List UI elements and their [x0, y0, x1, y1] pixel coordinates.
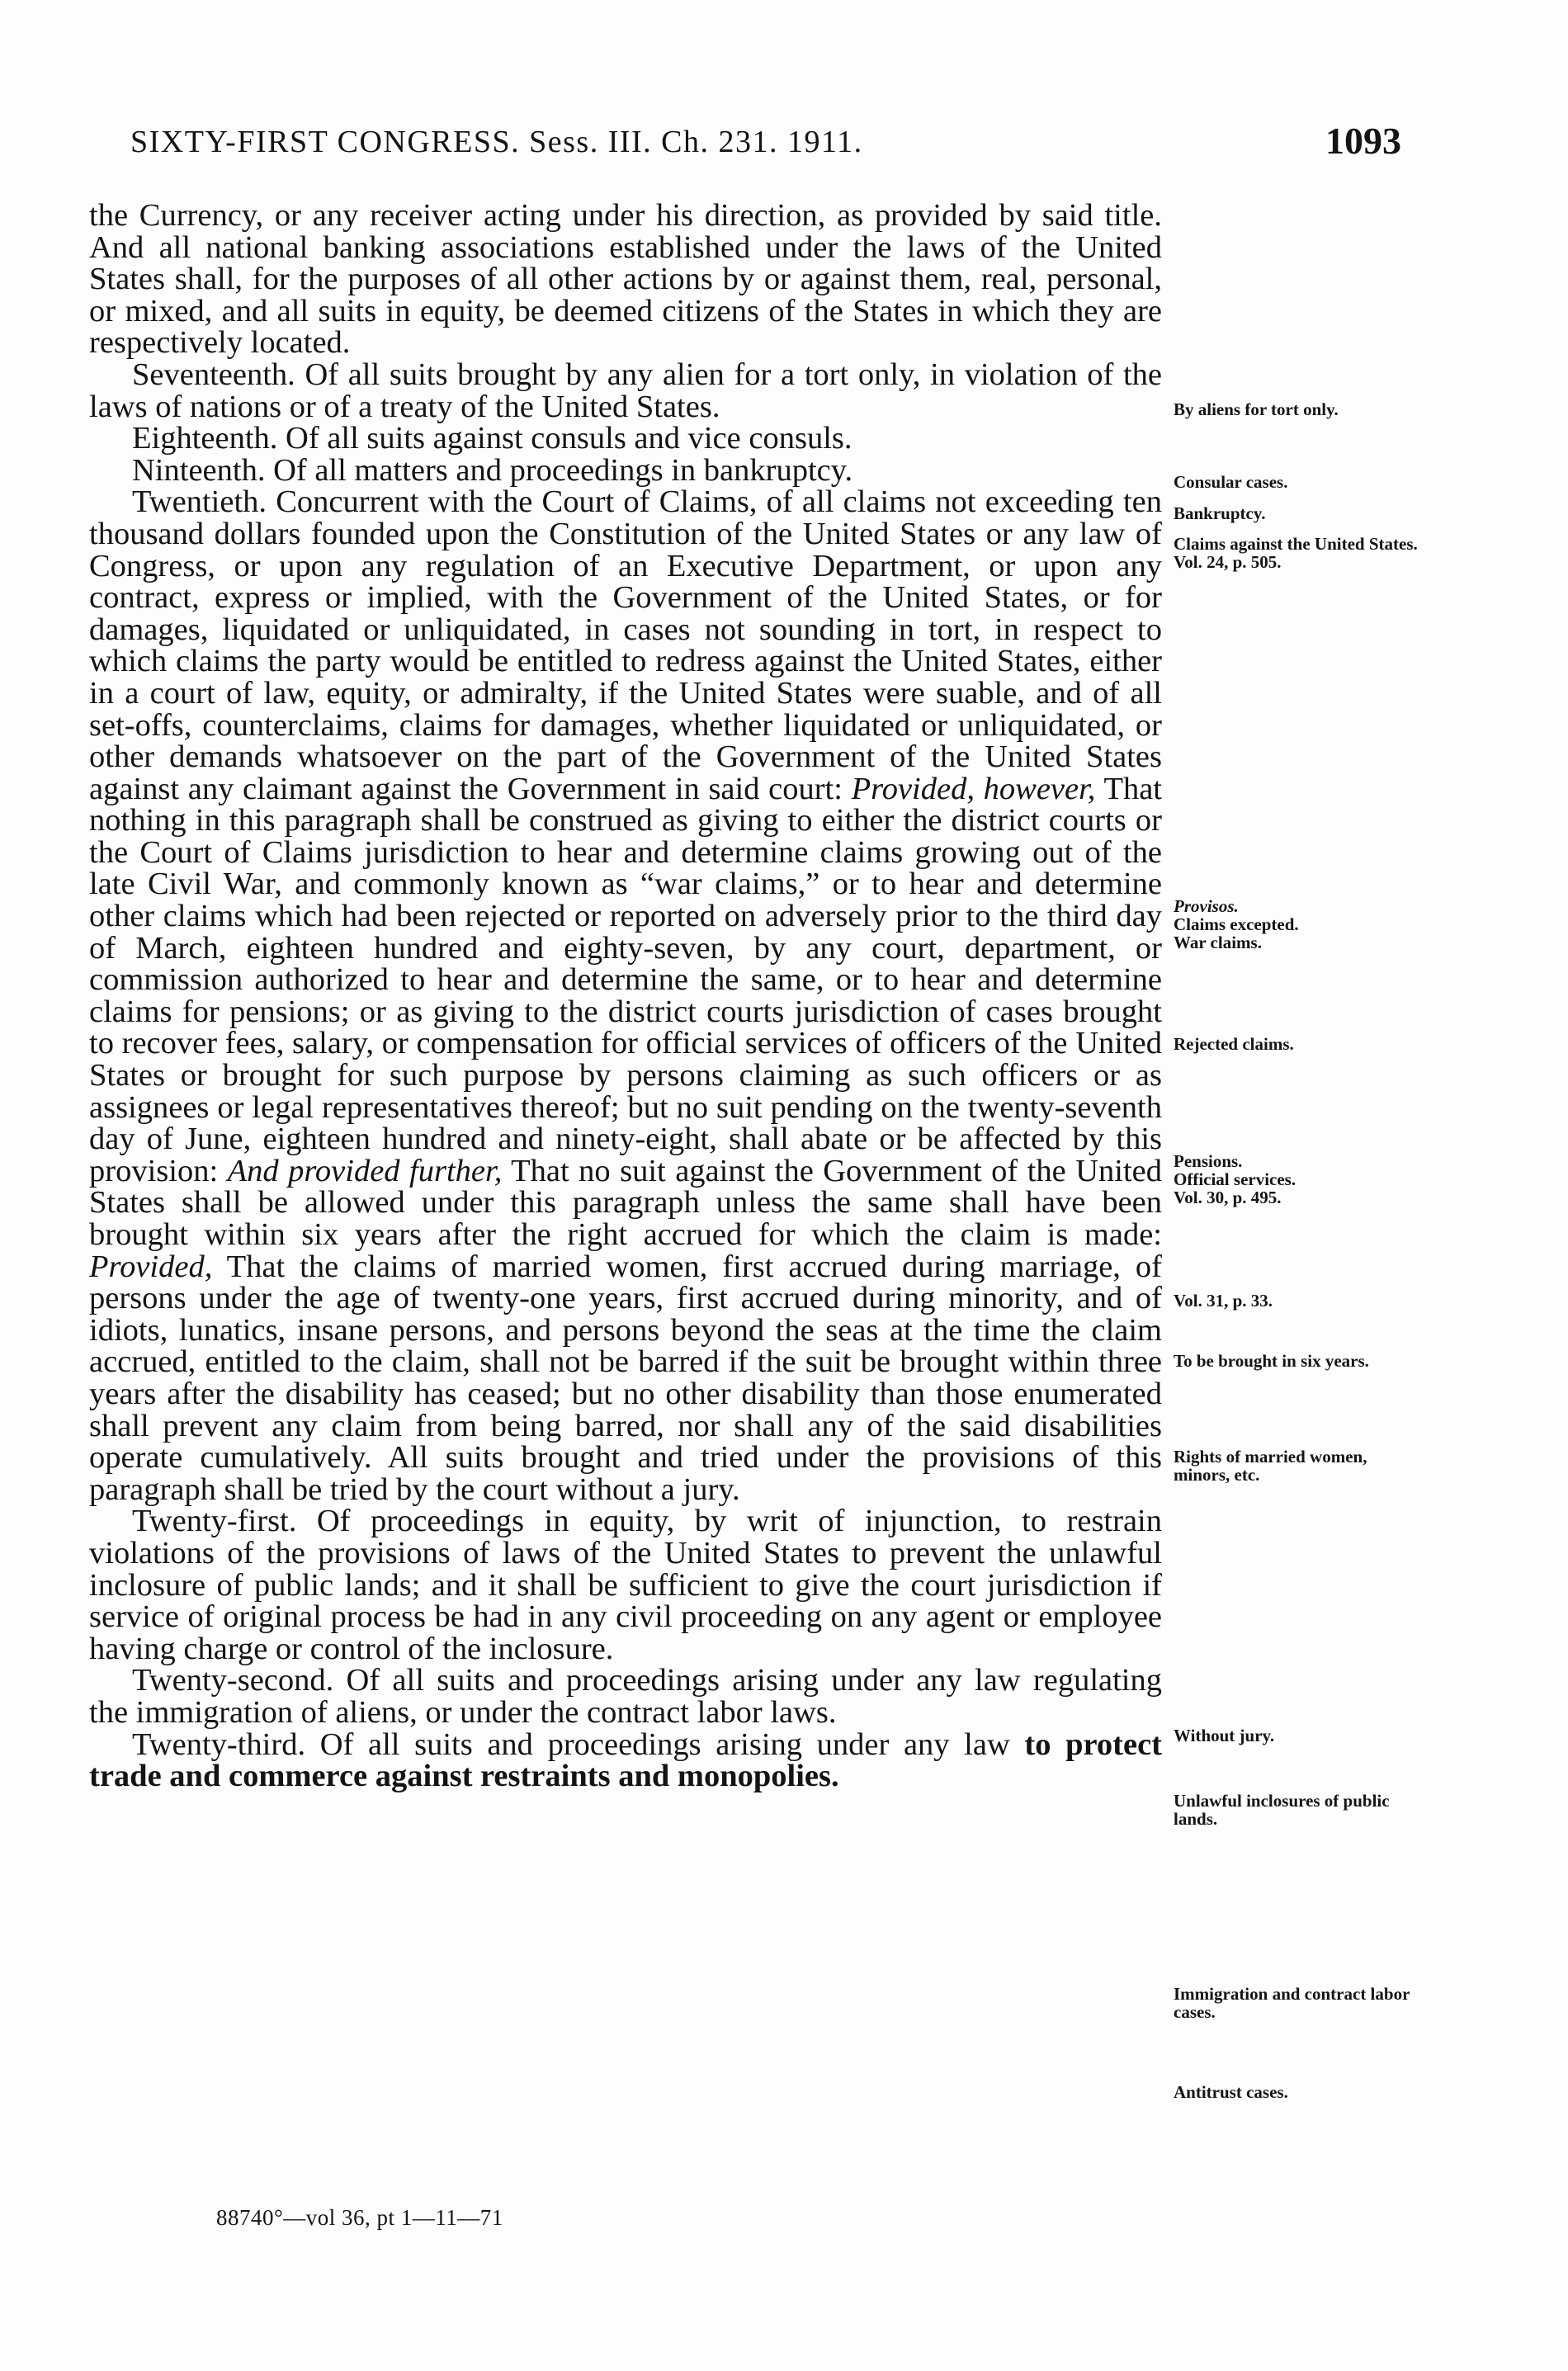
- twentieth-text-1: Twentieth. Concurrent with the Court of Claims, of all claims not exceeding ten thousand dollars founded upon the Constitution of the United States or any law of Congress, or upon any regulation of an Executive Department, or upon any contract, express or implied, with the Government of the United States, or for damages, liquidated or unliquidated, in cases not sounding in tort, in respect to which claims the party would be entitled to redress against the United States, either in a court of law, equity, or admiralty, if the United States were suable, and of all set-offs, counterclaims, claims for damages, whether liquidated or unliquidated, or other demands whatsoever on the part of the Government of the United States against any claimant against the Government in said court:: [89, 484, 1162, 806]
- twentieth-text-2: That nothing in this paragraph shall be construed as giving to either the district courts or the Court of Claims jurisdiction to hear and determine claims growing out of the late Civil War, and commonly known as “war claims,” or to hear and determine other claims which had been rejected or reported on adversely prior to the third day of March, eighteen hundred and eighty-seven, by any court, department, or commission authorized to hear and determine the same, or to hear and determine claims for pensions; or as giving to the district courts jurisdiction of cases brought to recover fees, salary, or compensation for official services of officers of the United States or brought for such purpose by persons claiming as such officers or as assignees or legal representatives thereof; but no suit pending on the twenty-seventh day of June, eighteen hundred and ninety-eight, shall abate or be affected by this provision:: [89, 771, 1162, 1188]
- margin-note-vol31: Vol. 31, p. 33.: [1174, 1291, 1273, 1311]
- paragraph-twenty-second: Twenty-second. Of all suits and proceedings arising under any law regulating the immigration of aliens, or under the contract labor laws.: [89, 1663, 1162, 1730]
- paragraph-eighteenth: Eighteenth. Of all suits against consuls and vice consuls.: [132, 421, 852, 456]
- claims-heading: Claims against the United States.: [1174, 534, 1418, 554]
- pensions-heading: Pensions.: [1174, 1151, 1243, 1171]
- margin-note-claims: [1174, 535, 1421, 571]
- running-header: [130, 120, 1401, 173]
- margin-note-antitrust: Antitrust cases.: [1174, 2082, 1288, 2102]
- proviso-further: And provided further,: [227, 1153, 503, 1188]
- margin-note-bankruptcy: Bankruptcy.: [1174, 503, 1266, 523]
- paragraph-continuation: the Currency, or any receiver acting under his direction, as provided by said title. And all national banking associations established under the laws of the United States shall, for the purposes of all other actions by or against them, real, personal, or mixed, and all suits in equity, be deemed citizens of the States in which they are respectively located.: [89, 198, 1162, 361]
- margin-note-rejected: Rejected claims.: [1174, 1034, 1294, 1054]
- margin-note-inclosures: Unlawful inclosures of public lands.: [1174, 1791, 1390, 1829]
- paragraph-nineteenth: Ninteenth. Of all matters and proceedings in bankruptcy.: [132, 452, 853, 488]
- margin-note-six-years: To be brought in six years.: [1174, 1351, 1369, 1371]
- twenty-third-text-1: Twenty-third. Of all suits and proceedings arising under any law: [132, 1726, 1010, 1762]
- paragraph-twentieth: [89, 486, 1162, 1505]
- paragraph-twenty-third: [89, 1726, 1163, 1794]
- margin-note-married: Rights of married women, minors, etc.: [1174, 1447, 1367, 1485]
- running-title: SIXTY-FIRST CONGRESS. Sess. III. Ch. 231. 1911.: [130, 125, 863, 159]
- official-services: Official services.: [1174, 1169, 1296, 1189]
- proviso-provided: Provided,: [89, 1249, 213, 1284]
- twentieth-text-3: That no suit against the Government of the United States shall be allowed under this paragraph unless the same shall have been brought within six years after the right accrued for which the claim is made:: [89, 1153, 1163, 1252]
- margin-note-provisos: [1174, 897, 1421, 952]
- printer-signature: 88740°—vol 36, pt 1—11—71: [216, 2205, 503, 2230]
- margin-note-aliens: By aliens for tort only.: [1174, 399, 1339, 419]
- margin-note-pensions: [1174, 1152, 1421, 1207]
- provisos-heading: Provisos.: [1174, 896, 1239, 916]
- twenty-third-text-2: to protect trade and commerce against restraints and monopolies.: [89, 1726, 1163, 1794]
- statute-text: [89, 200, 1162, 1792]
- margin-note-consular: Consular cases.: [1174, 472, 1288, 492]
- war-claims: War claims.: [1174, 933, 1262, 952]
- paragraph-twenty-first: Twenty-first. Of proceedings in equity, by writ of injunction, to restrain violations of the provisions of laws of the United States to prevent the unlawful inclosure of public lands; and it shall be sufficient to give the court jurisdiction if service of original process be had in any civil proceeding on any agent or employee having charge or control of the inclosure.: [89, 1504, 1162, 1666]
- claims-excepted: Claims excepted.: [1174, 914, 1299, 934]
- margin-note-jury: Without jury.: [1174, 1726, 1275, 1745]
- claims-reference: Vol. 24, p. 505.: [1174, 552, 1282, 572]
- proviso-however: Provided, however,: [851, 771, 1096, 806]
- margin-note-immigration: Immigration and contract labor cases.: [1174, 1984, 1410, 2022]
- page-number: 1093: [1325, 120, 1401, 162]
- paragraph-seventeenth: Seventeenth. Of all suits brought by any alien for a tort only, in violation of the laws of nations or of a treaty of the United States.: [89, 357, 1162, 424]
- twentieth-text-4: That the claims of married women, first accrued during marriage, of persons under the age of twenty-one years, first accrued during minority, and of idiots, lunatics, insane persons, and persons beyond the seas at the time the claim accrued, entitled to the claim, shall not be barred if the suit be brought within three years after the disability has ceased; but no other disability than those enumerated shall prevent any claim from being barred, nor shall any of the said disabilities operate cumulatively. All suits brought and tried under the provisions of this paragraph shall be tried by the court without a jury.: [89, 1249, 1162, 1507]
- official-reference: Vol. 30, p. 495.: [1174, 1188, 1282, 1207]
